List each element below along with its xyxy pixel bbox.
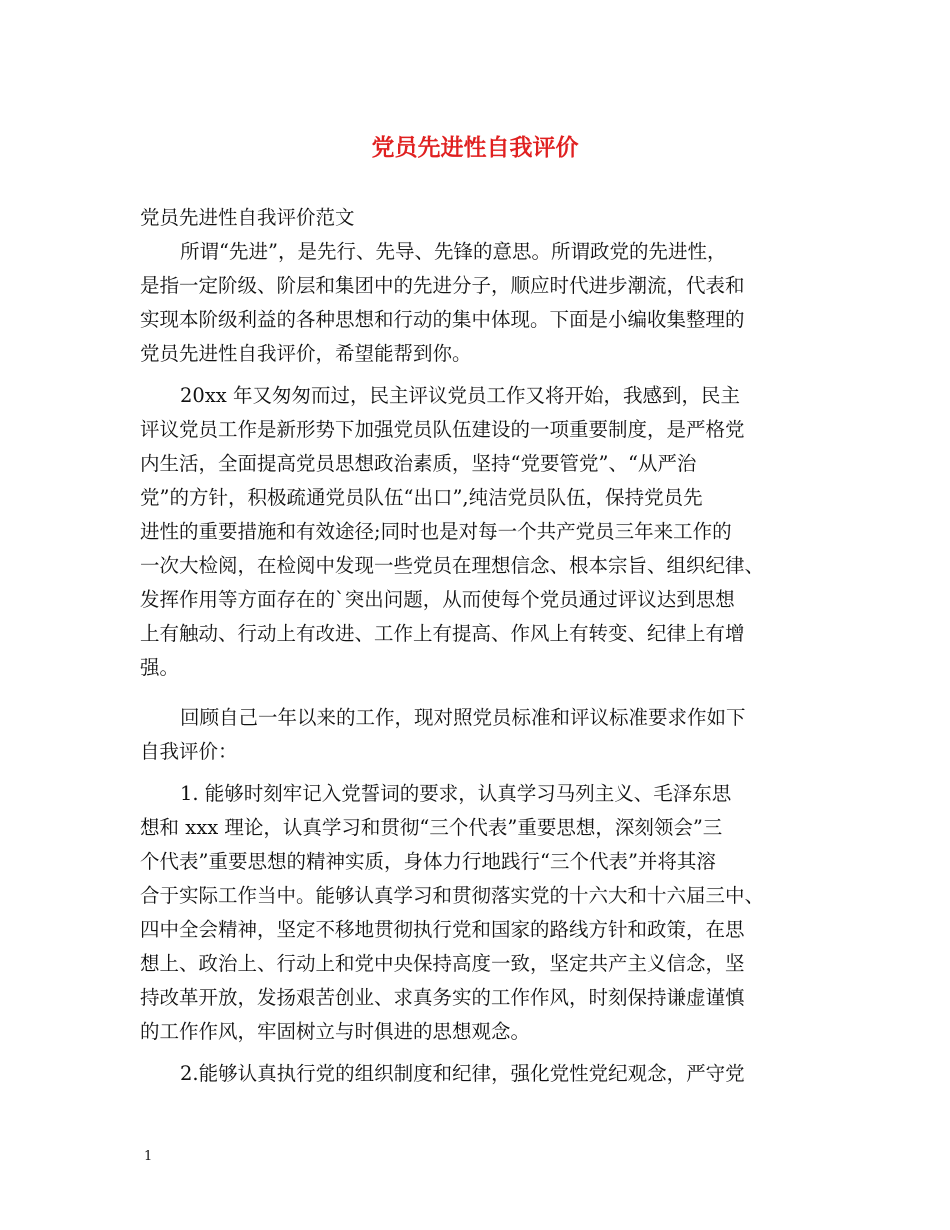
body-line: 是指一定阶级、阶层和集团中的先进分子，顺应时代进步潮流，代表和 <box>140 274 745 297</box>
body-line: 合于实际工作当中。能够认真学习和贯彻落实党的十六大和十六届三中、 <box>140 884 765 907</box>
body-line: 一次大检阅，在检阅中发现一些党员在理想信念、根本宗旨、组织纪律、 <box>140 554 765 577</box>
body-line: 强。 <box>140 656 180 679</box>
body-line: 内生活，全面提高党员思想政治素质，坚持“党要管党”、“从严治 <box>140 452 697 475</box>
page-number: 1 <box>144 1149 153 1164</box>
body-line: 持改革开放，发扬艰苦创业、求真务实的工作作风，时刻保持谦虚谨慎 <box>140 986 745 1009</box>
body-line: 发挥作用等方面存在的`突出问题，从而使每个党员通过评议达到思想 <box>140 588 735 611</box>
body-line: 党”的方针，积极疏通党员队伍“出口”,纯洁党员队伍，保持党员先 <box>140 486 703 509</box>
body-line: 四中全会精神，坚定不移地贯彻执行党和国家的路线方针和政策，在思 <box>140 918 745 941</box>
body-line: 1. 能够时刻牢记入党誓词的要求，认真学习马列主义、毛泽东思 <box>180 782 732 805</box>
document-subtitle: 党员先进性自我评价范文 <box>140 206 355 229</box>
body-line: 实现本阶级利益的各种思想和行动的集中体现。下面是小编收集整理的 <box>140 308 745 331</box>
body-line: 个代表”重要思想的精神实质，身体力行地践行“三个代表”并将其溶 <box>140 850 716 873</box>
body-line: 自我评价： <box>140 740 238 763</box>
body-line: 评议党员工作是新形势下加强党员队伍建设的一项重要制度，是严格党 <box>140 418 745 441</box>
body-line: 进性的重要措施和有效途径;同时也是对每一个共产党员三年来工作的 <box>140 520 732 543</box>
body-line: 党员先进性自我评价，希望能帮到你。 <box>140 342 472 365</box>
body-line: 所谓“先进”，是先行、先导、先锋的意思。所谓政党的先进性， <box>180 240 727 263</box>
body-line: 20xx 年又匆匆而过，民主评议党员工作又将开始，我感到，民主 <box>180 384 741 407</box>
body-line: 上有触动、行动上有改进、工作上有提高、作风上有转变、纪律上有增 <box>140 622 745 645</box>
body-line: 的工作作风，牢固树立与时俱进的思想观念。 <box>140 1020 531 1043</box>
document-title: 党员先进性自我评价 <box>371 135 579 161</box>
body-line: 想和 xxx 理论，认真学习和贯彻“三个代表”重要思想，深刻领会”三 <box>140 816 723 839</box>
body-line: 2.能够认真执行党的组织制度和纪律，强化党性党纪观念，严守党 <box>180 1062 745 1085</box>
body-line: 想上、政治上、行动上和党中央保持高度一致，坚定共产主义信念，坚 <box>140 952 745 975</box>
body-line: 回顾自己一年以来的工作，现对照党员标准和评议标准要求作如下 <box>180 706 746 729</box>
